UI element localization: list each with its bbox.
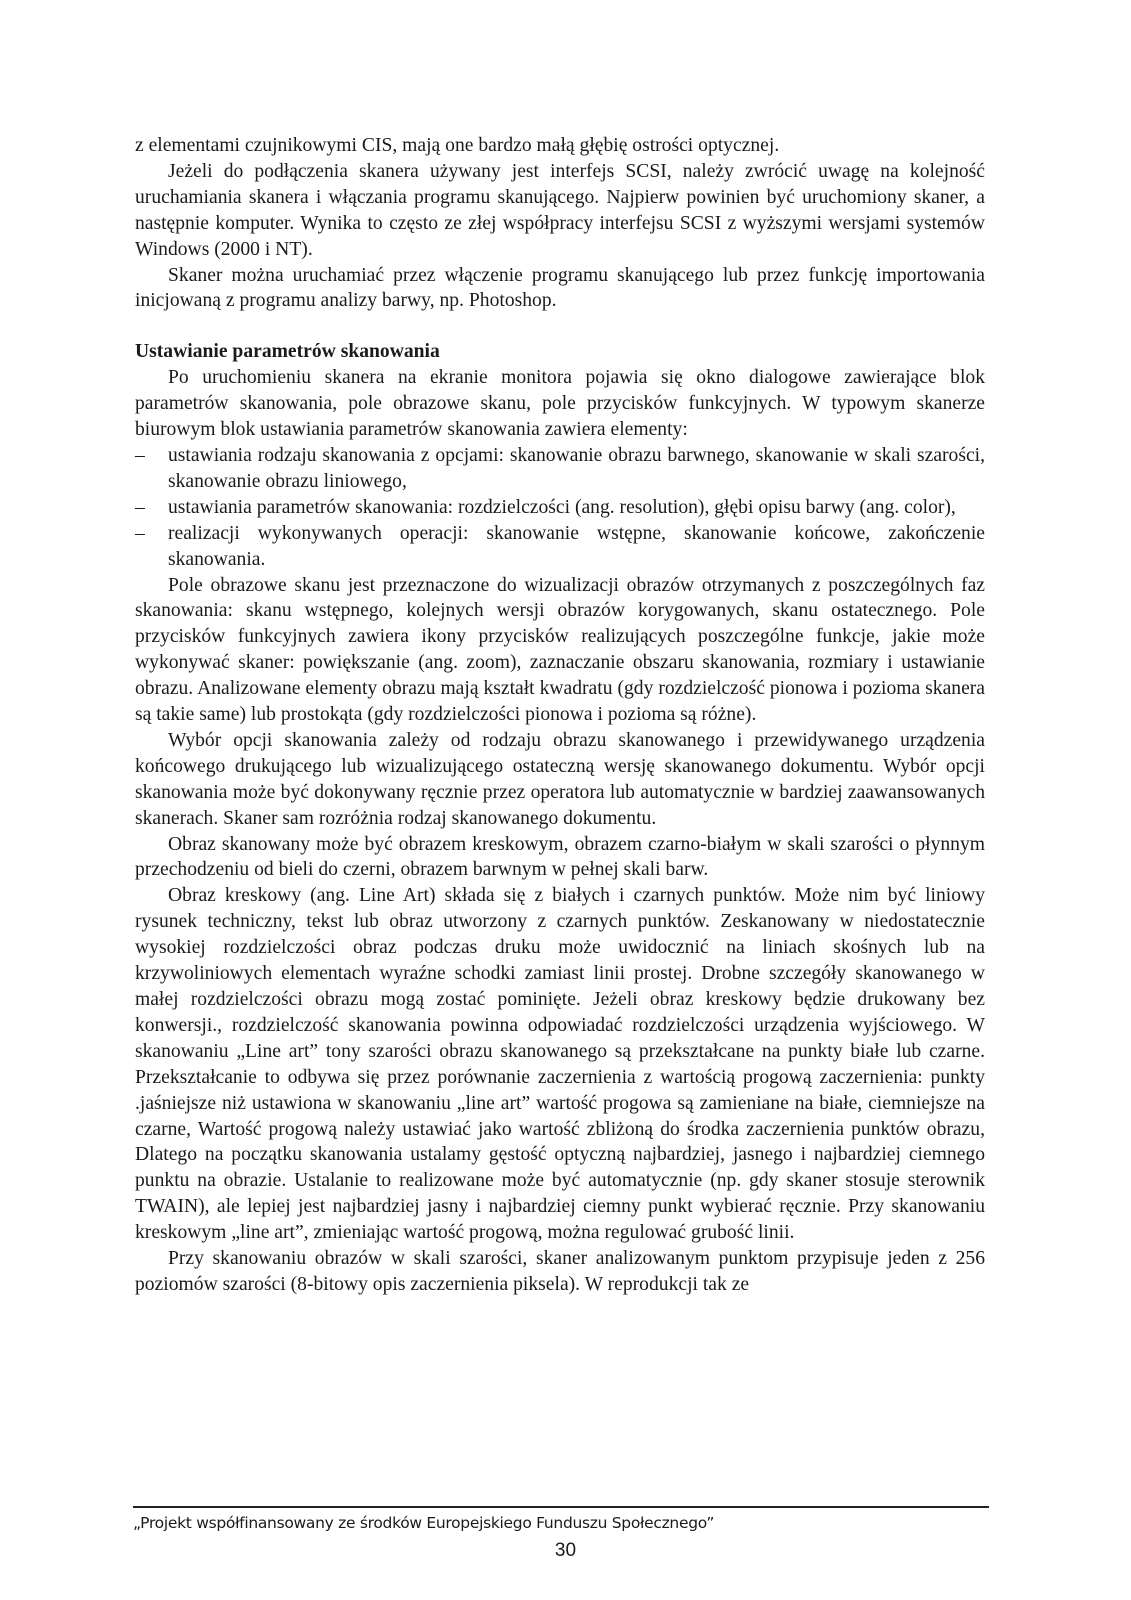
page-number: 30 xyxy=(554,1540,577,1561)
paragraph: Przy skanowaniu obrazów w skali szarości, skaner analizowanym punktom przypisuje jeden z 256 poziomów szarości (8-bitowy opis zaczernienia piksela). W reprodukcji tak ze xyxy=(135,1248,985,1295)
page-body xyxy=(135,133,985,1298)
paragraph: Pole obrazowe skanu jest przeznaczone do wizualizacji obrazów otrzymanych z poszczególnych faz skanowania: skanu wstępnego, kolejnych wersji obrazów korygowanych, skanu ostatecznego. Pole przycisków funkcyjnych zawiera ikony przycisków realizujących poszczególne funkcje, jakie może wykonywać skaner: powiększanie (ang. zoom), zaznaczanie obszaru skanowania, rozmiary i ustawianie obrazu. Analizowane elementy obrazu mają kształt kwadratu (gdy rozdzielczość pionowa i pozioma skanera są takie same) lub prostokąta (gdy rozdzielczości pionowa i pozioma są różne). xyxy=(135,574,985,726)
dash-bullet-icon: – xyxy=(135,444,145,466)
paragraph: Wybór opcji skanowania zależy od rodzaju obrazu skanowanego i przewidywanego urządzenia końcowego drukującego lub wizualizującego ostateczną wersję skanowanego dokumentu. Wybór opcji skanowania może być dokonywany ręcznie przez operatora lub automatycznie w bardziej zaawansowanych skanerach. Skaner sam rozróżnia rodzaj skanowanego dokumentu. xyxy=(135,729,985,829)
parameter-list xyxy=(135,443,985,573)
list-item xyxy=(135,495,985,521)
list-item-text: realizacji wykonywanych operacji: skanowanie wstępne, skanowanie końcowe, zakończenie skanowania. xyxy=(168,522,985,570)
list-item-text: ustawiania rodzaju skanowania z opcjami: skanowanie obrazu barwnego, skanowanie w skali szarości, skanowanie obrazu liniowego, xyxy=(168,444,985,492)
footer-divider xyxy=(133,1506,989,1508)
footer-funding-note: „Projekt współfinansowany ze środków Europejskiego Funduszu Społecznego” xyxy=(133,1514,715,1532)
paragraph: Skaner można uruchamiać przez włączenie programu skanującego lub przez funkcję importowania inicjowaną z programu analizy barwy, np. Photoshop. xyxy=(135,264,985,312)
dash-bullet-icon: – xyxy=(135,522,145,544)
paragraph: Obraz skanowany może być obrazem kreskowym, obrazem czarno-białym w skali szarości o płynnym przechodzeniu od bieli do czerni, obrazem barwnym w pełnej skali barw. xyxy=(135,833,985,881)
list-item xyxy=(135,443,985,495)
paragraph: Jeżeli do podłączenia skanera używany jest interfejs SCSI, należy zwrócić uwagę na kolejność uruchamiania skanera i włączania programu skanującego. Najpierw powinien być uruchomiony skaner, a następnie komputer. Wynika to często ze złej współpracy interfejsu SCSI z wyższymi wersjami systemów Windows (2000 i NT). xyxy=(135,160,985,260)
dash-bullet-icon: – xyxy=(135,496,145,518)
paragraph: z elementami czujnikowymi CIS, mają one bardzo małą głębię ostrości optycznej. xyxy=(135,135,780,156)
section-heading: Ustawianie parametrów skanowania xyxy=(135,341,440,363)
list-item-text: ustawiania parametrów skanowania: rozdzielczości (ang. resolution), głębi opisu barwy (ang. color), xyxy=(168,496,956,518)
paragraph: Po uruchomieniu skanera na ekranie monitora pojawia się okno dialogowe zawierające blok parametrów skanowania, pole obrazowe skanu, pole przycisków funkcyjnych. W typowym skanerze biurowym blok ustawiania parametrów skanowania zawiera elementy: xyxy=(135,367,985,441)
paragraph: Obraz kreskowy (ang. Line Art) składa się z białych i czarnych punktów. Może nim być liniowy rysunek techniczny, tekst lub obraz utworzony z czarnych punktów. Zeskanowany w niedostatecznie wysokiej rozdzielczości obraz podczas druku może uwidocznić na liniach skośnych lub na krzywoliniowych elementach wyraźne schodki zamiast linii prostej. Drobne szczegóły skanowanego w małej rozdzielczości obrazu mogą zostać pominięte. Jeżeli obraz kreskowy będzie drukowany bez konwersji., rozdzielczość skanowania powinna odpowiadać rozdzielczości urządzenia wyjściowego. W skanowaniu „Line art” tony szarości obrazu skanowanego są przekształcane na punkty białe lub czarne. Przekształcanie to odbywa się przez porównanie zaczernienia z wartością progową zaczernienia: punkty .jaśniejsze niż ustawiona w skanowaniu „line art” wartość progowa są zamieniane na białe, ciemniejsze na czarne, Wartość progową należy ustawiać jako wartość zbliżoną do środka zaczernienia punktów obrazu, Dlatego na początku skanowania ustalamy gęstość optyczną najbardziej, jasnego i najbardziej ciemnego punktu na obrazie. Ustalanie to realizowane może być automatycznie (np. gdy skaner stosuje sterownik TWAIN), ale lepiej jest najbardziej jasny i najbardziej ciemny punkt wybierać ręcznie. Przy skanowaniu kreskowym „line art”, zmieniając wartość progową, można regulować grubość linii. xyxy=(135,885,985,1244)
list-item xyxy=(135,521,985,573)
